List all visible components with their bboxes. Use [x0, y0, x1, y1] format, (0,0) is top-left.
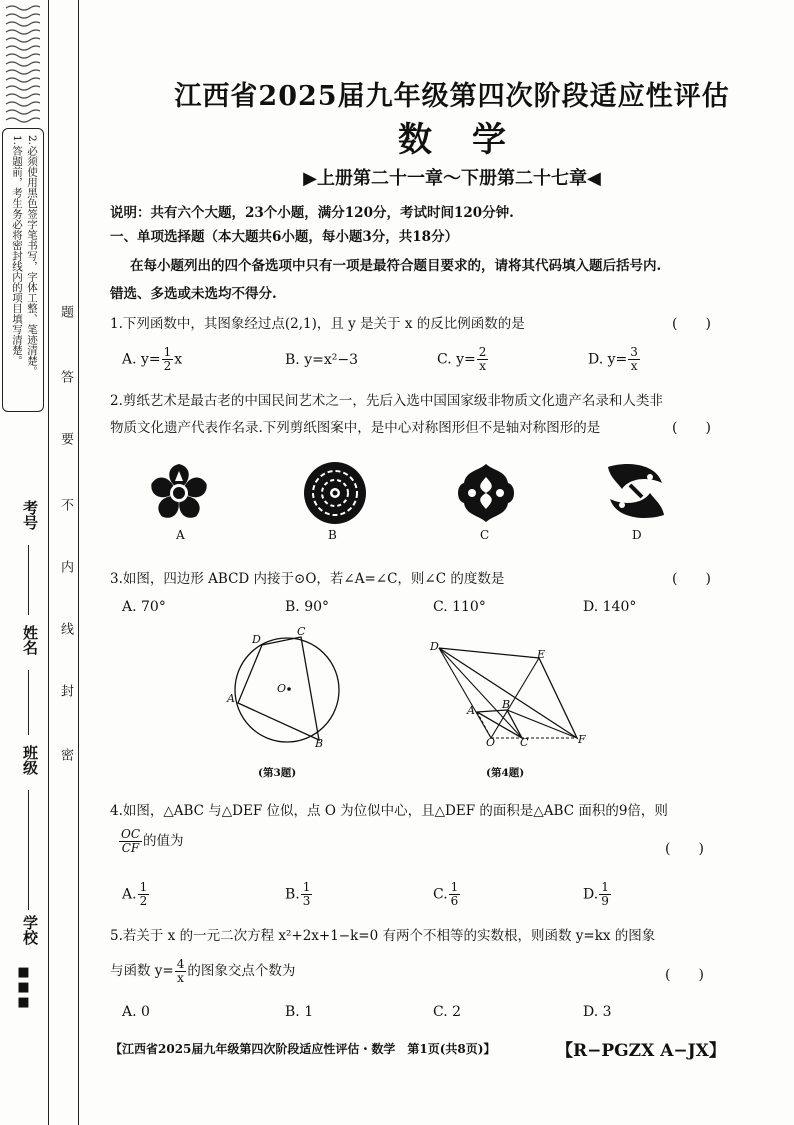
q5-option-d: D. 3	[583, 1004, 612, 1020]
fig4-label-o: O	[486, 736, 496, 749]
fig4-label-d: D	[430, 640, 439, 653]
q5-answer-paren: ( )	[665, 967, 704, 983]
instructions: 说明：共有六个大题，23个小题，满分120分，考试时间120分钟.	[110, 205, 514, 221]
field-xingming-label: 姓名	[21, 625, 39, 655]
fig4-label-c: C	[520, 736, 529, 749]
q2-stem-2: 物质文化遗产代表作名录.下列剪纸图案中，是中心对称图形但不是轴对称图形的是	[110, 420, 601, 436]
q4-option-d: D. $\frac{1}{9}$	[583, 880, 609, 908]
field-xuexiao-line	[28, 880, 29, 910]
footer-paper-code: 【R−PGZX A−JX】	[556, 1041, 726, 1061]
q1-option-d: D. y= $\frac{3}{x}$	[588, 345, 638, 373]
section1-desc-1: 在每小题列出的四个备选项中只有一项是最符合题目要求的，请将其代码填入题后括号内.	[130, 258, 662, 274]
wavy-border-icon	[4, 4, 40, 124]
q1-stem: 1.下列函数中，其图象经过点(2,1)，且 y 是关于 x 的反比例函数的是	[110, 316, 525, 332]
fig3-label-d: D	[252, 633, 261, 646]
field-kaohao-line	[28, 545, 29, 615]
q2-label-b: B	[328, 528, 337, 542]
field-logo: ■■■	[16, 965, 31, 1010]
fig3-caption: (第3题)	[258, 767, 297, 779]
seal-word-0: 答	[58, 370, 73, 383]
q3-option-b: B. 90°	[285, 599, 330, 615]
fig3-label-b: B	[315, 737, 324, 750]
fig3-label-o: O	[277, 682, 287, 695]
seal-word-5: 线	[58, 622, 73, 635]
q5-option-c: C. 2	[433, 1004, 462, 1020]
q2-stem-1: 2.剪纸艺术是最古老的中国民间艺术之一，先后入选中国国家级非物质文化遗产名录和人类非	[110, 393, 663, 409]
paper-scope: ▶上册第二十一章～下册第二十七章◀	[303, 168, 601, 189]
fig4-label-e: E	[537, 648, 546, 661]
notice-box	[2, 128, 44, 412]
footer-page-info: 【江西省2025届九年级第四次阶段适应性评估・数学 第1页(共8页)】	[110, 1042, 496, 1056]
papercut-d-fish-icon	[604, 458, 668, 524]
fig3-label-a: A	[227, 692, 235, 705]
paper-subject: 数学	[398, 120, 546, 160]
q5-stem-2: 与函数 y= $\frac{4}{x}$ 的图象交点个数为	[110, 957, 296, 985]
q5-stem-1: 5.若关于 x 的一元二次方程 x²+2x+1−k=0 有两个不相等的实数根，则函数 y=kx 的图象	[110, 928, 656, 944]
papercut-b-chrysanthemum-icon	[302, 460, 368, 526]
q4-stem-2: $\frac{OC}{CF}$ 的值为	[121, 827, 184, 855]
seal-word-6: 封	[58, 684, 73, 697]
q4-option-b: B. $\frac{1}{3}$	[285, 880, 311, 908]
notice-line-2: 2.必须使用黑色签字笔书写，字体工整、笔迹清楚。	[26, 135, 38, 377]
section1-desc-2: 错选、多选或未选均不得分.	[110, 286, 277, 302]
fig4-caption: (第4题)	[486, 767, 525, 779]
q2-label-a: A	[176, 528, 185, 542]
paper-title: 江西省2025届九年级第四次阶段适应性评估	[174, 81, 730, 112]
binding-line-dashed	[48, 0, 49, 1125]
q3-answer-paren: ( )	[672, 571, 711, 587]
q4-option-a: A. $\frac{1}{2}$	[122, 880, 148, 908]
field-xingming-line	[28, 670, 29, 735]
binding-strip	[0, 0, 110, 1125]
seal-word-1: 题	[58, 305, 73, 318]
field-banji-line	[28, 790, 29, 885]
seal-word-3: 不	[58, 498, 73, 511]
q3-option-d: D. 140°	[583, 599, 637, 615]
q1-option-c: C. y= $\frac{2}{x}$	[437, 345, 487, 373]
seal-word-2: 要	[58, 432, 73, 445]
seal-word-4: 内	[58, 560, 73, 573]
q1-option-b: B. y=x²−3	[285, 352, 358, 368]
binding-line-solid	[78, 0, 79, 1125]
q4-answer-paren: ( )	[665, 841, 704, 857]
seal-word-7: 密	[58, 748, 73, 761]
notice-line-1: 1.答题前，考生务必将密封线内的项目填写清楚。	[11, 135, 23, 366]
section1-heading: 一、单项选择题（本大题共6小题，每小题3分，共18分）	[110, 229, 459, 245]
q5-option-a: A. 0	[122, 1004, 150, 1020]
fig4-label-f: F	[578, 733, 586, 746]
q1-answer-paren: ( )	[672, 316, 711, 332]
figure-3-circle-diagram	[225, 625, 350, 755]
q2-label-c: C	[480, 528, 490, 542]
q2-label-d: D	[632, 528, 642, 542]
papercut-a-flower-icon	[148, 462, 210, 524]
fig4-label-b: B	[502, 698, 511, 711]
field-banji-label: 班级	[21, 745, 39, 775]
figure-4-similar-triangles-diagram	[425, 640, 590, 750]
q4-option-c: C. $\frac{1}{6}$	[433, 880, 459, 908]
q1-option-a: A. y= $\frac{1}{2}$ x	[122, 345, 183, 373]
q3-option-a: A. 70°	[122, 599, 166, 615]
q4-stem: 4.如图，△ABC 与△DEF 位似，点 O 为位似中心，且△DEF 的面积是△ABC 面积的9倍，则	[110, 803, 668, 819]
q3-stem: 3.如图，四边形 ABCD 内接于⊙O，若∠A=∠C，则∠C 的度数是	[110, 571, 505, 587]
q5-option-b: B. 1	[285, 1004, 314, 1020]
field-xuexiao-label: 学校	[21, 915, 39, 945]
field-kaohao-label: 考号	[21, 500, 39, 530]
papercut-c-ornament-icon	[455, 462, 517, 524]
fig4-label-a: A	[467, 704, 475, 717]
fig3-label-c: C	[297, 625, 306, 638]
q3-option-c: C. 110°	[433, 599, 486, 615]
q2-answer-paren: ( )	[672, 420, 711, 436]
